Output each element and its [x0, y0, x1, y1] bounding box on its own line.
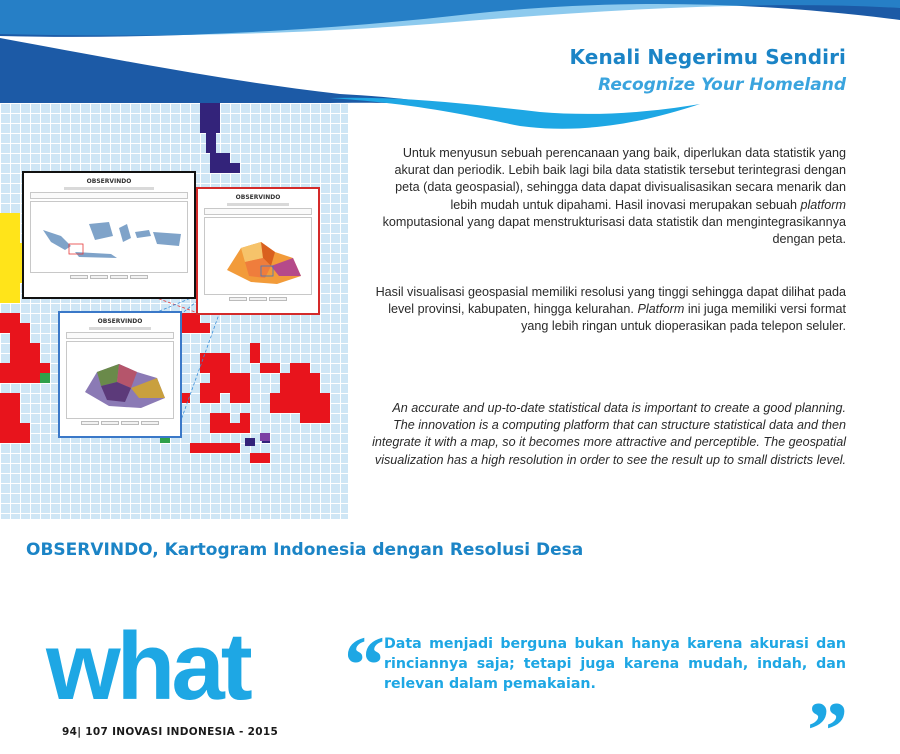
wave-dark-bottom — [0, 38, 470, 108]
body-paragraph-1: Untuk menyusun sebuah perencanaan yang baik, diperlukan data statistik yang akurat dan periodik. Lebih baik lagi bila data statistik tersebut terintegrasi dengan peta (data geospasial), sehingga data dapat divisualisasikan secara menarik dan lebih mudah untuk dipahami. Hasil inovasi merupakan sebuah platform komputasional yang dapat menstrukturisasi data statistik dan mengintegrasikannya dengan peta. — [382, 146, 846, 247]
screenshot-map-panel — [204, 217, 312, 295]
pull-quote: Data menjadi berguna bukan hanya karena akurasi dan rinciannya saja; tetapi juga karena mudah, indah, dan relevan dalam pemakaian. — [384, 636, 846, 692]
quote-close-mark: ” — [807, 685, 848, 754]
title-indonesian: Kenali Negerimu Sendiri — [569, 45, 846, 69]
quote-open-mark: “ — [344, 619, 385, 710]
yellow-regions — [0, 213, 24, 303]
screenshot-regional — [196, 187, 320, 315]
screenshot-dropdown — [66, 332, 174, 339]
screenshot-map-panel — [66, 341, 174, 419]
screenshot-subtitle-line — [64, 187, 154, 190]
violet-regions — [260, 433, 270, 441]
wave-light-bottom — [330, 98, 700, 129]
page-footer: 94| 107 INOVASI INDONESIA - 2015 — [62, 726, 279, 738]
screenshot-tabs — [201, 297, 315, 301]
figure-caption: OBSERVINDO, Kartogram Indonesia dengan Resolusi Desa — [26, 540, 584, 560]
indonesia-map-illustration — [0, 103, 348, 519]
screenshot-title: OBSERVINDO — [86, 178, 132, 185]
section-word-what: what — [46, 613, 249, 720]
screenshot-tabs — [63, 421, 177, 425]
screenshot-map-panel — [30, 201, 188, 273]
mini-indonesia-map — [31, 202, 191, 272]
mini-province-map — [205, 218, 319, 294]
screenshot-title: OBSERVINDO — [235, 194, 281, 201]
screenshot-dropdown — [204, 208, 312, 215]
screenshot-tabs — [27, 275, 191, 279]
screenshot-subtitle-line — [89, 327, 152, 330]
mini-district-map — [67, 342, 181, 418]
screenshot-title: OBSERVINDO — [97, 318, 143, 325]
body-paragraph-2: Hasil visualisasi geospasial memiliki resolusi yang tinggi sehingga dapat dilihat pada level provinsi, kabupaten, hingga kelurahan. Platform ini juga memiliki versi format yang lebih ringan untuk dioperasikan pada telepon seluler. — [375, 285, 846, 334]
title-english: Recognize Your Homeland — [598, 75, 846, 95]
screenshot-district — [58, 311, 182, 438]
body-paragraph-english: An accurate and up-to-date statistical data is important to create a good planning. The innovation is a computing platform that can structure statistical data and then integrate it with a map, so it becomes more attractive and perceptible. The geospatial visualization has a high resolution in order to see the result up to small districts level. — [372, 401, 846, 467]
screenshot-national — [22, 171, 196, 299]
screenshot-dropdown — [30, 192, 188, 199]
screenshot-subtitle-line — [227, 203, 290, 206]
